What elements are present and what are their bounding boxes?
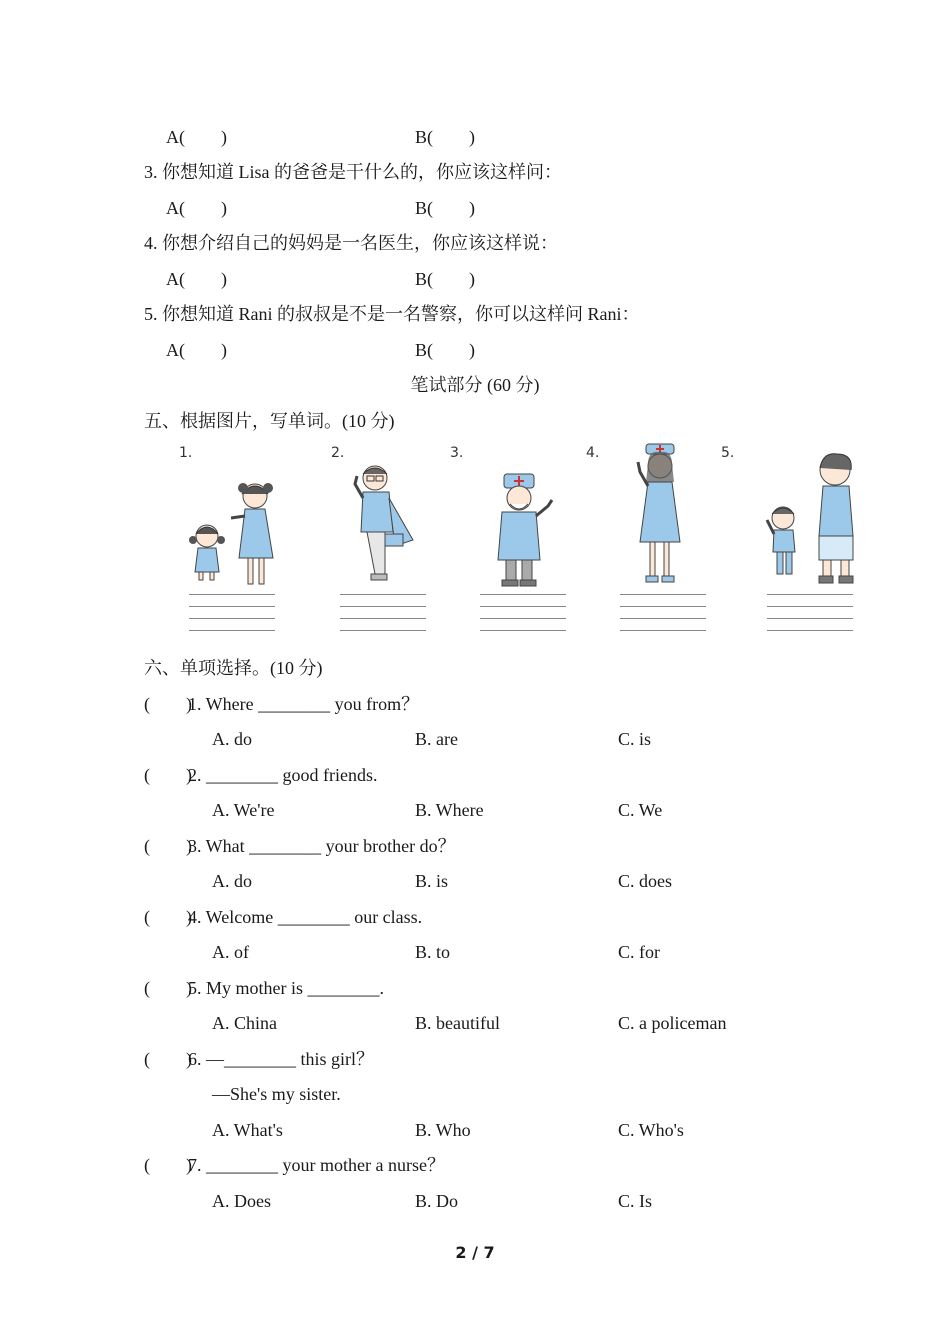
question-5: 5. 你想知道 Rani 的叔叔是不是一名警察，你可以这样问 Rani： xyxy=(144,304,640,324)
option-b: B. Do xyxy=(415,1191,459,1211)
mc-question-text: 2. ________ good friends. xyxy=(188,765,378,785)
picture-number: 3. xyxy=(450,445,464,461)
picture-number: 4. xyxy=(586,445,600,461)
mc-question-text: 3. What ________ your brother do？ xyxy=(188,836,456,856)
answer-a: A( ) xyxy=(166,340,227,360)
option-c: C. does xyxy=(618,871,672,891)
answer-b: B( ) xyxy=(415,340,475,360)
section-5-title: 五、根据图片，写单词。(10 分) xyxy=(144,411,395,431)
answer-a: A( ) xyxy=(166,198,227,218)
teacher-man-figure xyxy=(345,462,420,587)
doctor-figure xyxy=(490,470,560,588)
option-a: A. do xyxy=(212,871,252,891)
two-boys-figure xyxy=(765,452,860,587)
answer-paren[interactable]: ( ) xyxy=(144,907,192,927)
answer-b: B( ) xyxy=(415,127,475,147)
answer-b: B( ) xyxy=(415,198,475,218)
option-c: C. We xyxy=(618,800,663,820)
option-a: A. We're xyxy=(212,800,275,820)
option-a: A. What's xyxy=(212,1120,283,1140)
dialogue-reply: —She's my sister. xyxy=(212,1084,341,1104)
answer-a: A( ) xyxy=(166,269,227,289)
option-a: A. of xyxy=(212,942,249,962)
option-c: C. for xyxy=(618,942,660,962)
answer-paren[interactable]: ( ) xyxy=(144,836,192,856)
mc-question-text: 5. My mother is ________. xyxy=(188,978,384,998)
written-part-title: 笔试部分 (60 分) xyxy=(410,375,540,395)
option-b: B. is xyxy=(415,871,449,891)
mc-question-text: 6. —________ this girl？ xyxy=(188,1049,375,1069)
option-c: C. Is xyxy=(618,1191,653,1211)
mc-question-text: 1. Where ________ you from？ xyxy=(188,694,420,714)
option-c: C. a policeman xyxy=(618,1013,727,1033)
mc-question-text: 7. ________ your mother a nurse？ xyxy=(188,1155,445,1175)
page-number: 2 / 7 xyxy=(455,1243,495,1262)
answer-writing-lines[interactable] xyxy=(767,594,853,642)
option-b: B. Where xyxy=(415,800,484,820)
answer-a: A( ) xyxy=(166,127,227,147)
answer-writing-lines[interactable] xyxy=(620,594,706,642)
option-c: C. is xyxy=(618,729,652,749)
mc-question-text: 4. Welcome ________ our class. xyxy=(188,907,423,927)
section-6-title: 六、单项选择。(10 分) xyxy=(144,658,323,678)
option-a: A. do xyxy=(212,729,252,749)
option-c: C. Who's xyxy=(618,1120,684,1140)
picture-number: 2. xyxy=(331,445,345,461)
nurse-figure xyxy=(630,442,690,588)
option-b: B. beautiful xyxy=(415,1013,500,1033)
option-b: B. to xyxy=(415,942,451,962)
option-b: B. Who xyxy=(415,1120,471,1140)
answer-writing-lines[interactable] xyxy=(189,594,275,642)
question-3: 3. 你想知道 Lisa 的爸爸是干什么的，你应该这样问： xyxy=(144,162,562,182)
answer-paren[interactable]: ( ) xyxy=(144,1155,192,1175)
picture-number: 1. xyxy=(179,445,193,461)
answer-b: B( ) xyxy=(415,269,475,289)
option-a: A. China xyxy=(212,1013,277,1033)
question-4: 4. 你想介绍自己的妈妈是一名医生，你应该这样说： xyxy=(144,233,558,253)
answer-paren[interactable]: ( ) xyxy=(144,978,192,998)
picture-number: 5. xyxy=(721,445,735,461)
answer-writing-lines[interactable] xyxy=(480,594,566,642)
option-b: B. are xyxy=(415,729,458,749)
answer-paren[interactable]: ( ) xyxy=(144,694,192,714)
two-girls-figure xyxy=(185,478,280,590)
answer-paren[interactable]: ( ) xyxy=(144,765,192,785)
answer-paren[interactable]: ( ) xyxy=(144,1049,192,1069)
option-a: A. Does xyxy=(212,1191,271,1211)
answer-writing-lines[interactable] xyxy=(340,594,426,642)
